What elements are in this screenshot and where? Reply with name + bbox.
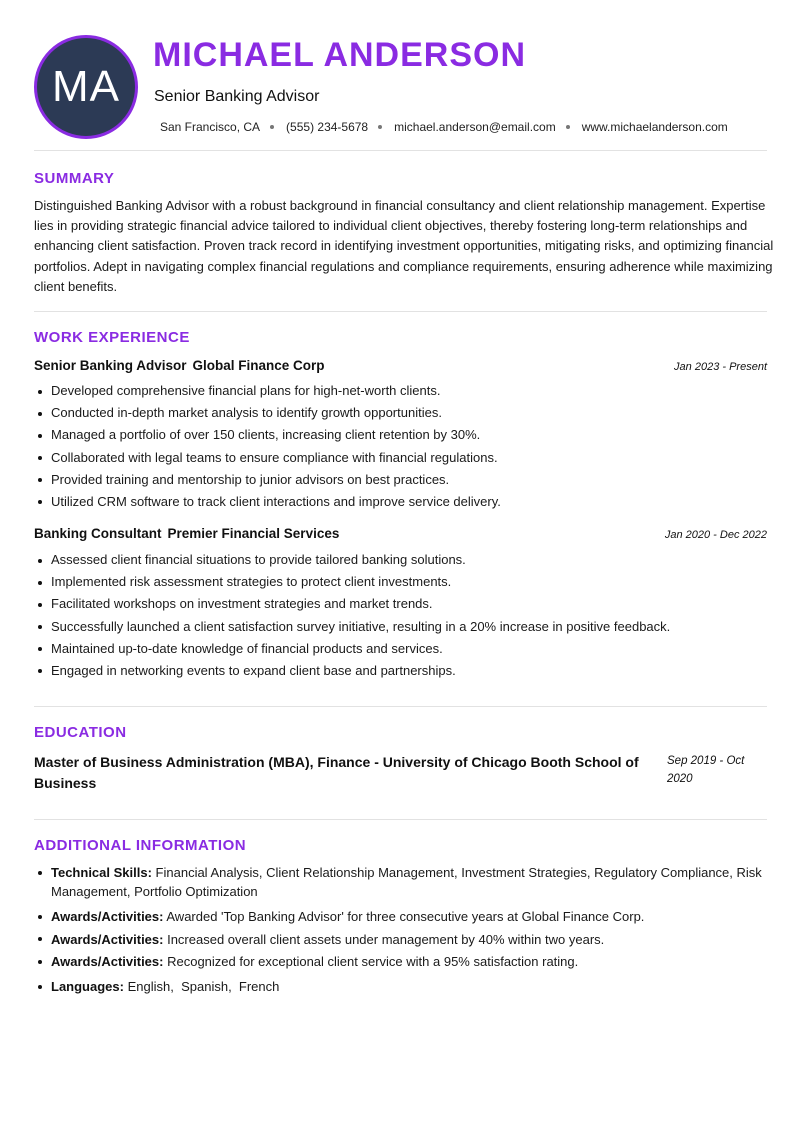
job-role: Banking Consultant [34,526,162,541]
separator-dot-icon [566,125,570,129]
job-header [34,526,767,541]
list-item: Utilized CRM software to track client interactions and improve service delivery. [34,491,774,513]
contact-website[interactable]: www.michaelanderson.com [581,120,728,134]
list-item: Facilitated workshops on investment strategies and market trends. [34,593,774,615]
list-item [34,907,764,926]
info-text: Awarded 'Top Banking Advisor' for three consecutive years at Global Finance Corp. [166,909,645,924]
info-text: Recognized for exceptional client service with a 95% satisfaction rating. [167,954,579,969]
language-item: , Spanish [170,979,228,994]
info-label: Languages: [51,979,124,994]
divider [34,311,767,312]
education-dates: Sep 2019 - Oct 2020 [667,755,745,785]
job-header [34,358,767,373]
job-company: Global Finance Corp [192,358,325,373]
job-dates: Jan 2020 - Dec 2022 [664,529,767,541]
list-item [34,977,764,996]
info-label: Awards/Activities: [51,909,164,924]
list-item: Collaborated with legal teams to ensure compliance with financial regulations. [34,447,774,469]
list-item: Successfully launched a client satisfaction survey initiative, resulting in a 20% increase in positive feedback. [34,616,774,638]
list-item: Engaged in networking events to expand client base and partnerships. [34,660,774,682]
info-text: Increased overall client assets under management by 40% within two years. [167,931,605,947]
contact-bar [160,120,728,134]
list-item: Assessed client financial situations to provide tailored banking solutions. [34,549,774,571]
section-title-education: EDUCATION [34,724,127,741]
list-item: Provided training and mentorship to junior advisors on best practices. [34,469,774,491]
list-item: Managed a portfolio of over 150 clients, increasing client retention by 30%. [34,424,774,446]
info-label: Technical Skills: [51,865,152,880]
separator-dot-icon [378,125,382,129]
list-item: Maintained up-to-date knowledge of financial products and services. [34,638,774,660]
job-title-line [34,526,339,541]
additional-info-list [34,863,764,1000]
section-title-summary: SUMMARY [34,170,115,187]
contact-location: San Francisco, CA [160,120,261,134]
job-dates: Jan 2023 - Present [674,361,767,373]
job-bullets [34,380,774,513]
info-text: Financial Analysis, Client Relationship Management, Investment Strategies, Regulatory Compliance, Risk Management, Portfolio Optimization [51,865,762,899]
list-item: Implemented risk assessment strategies to protect client investments. [34,571,774,593]
contact-phone: (555) 234-5678 [286,120,369,134]
education-entry [34,752,767,794]
list-item [34,952,764,971]
section-title-work-experience: WORK EXPERIENCE [34,329,190,346]
contact-email[interactable]: michael.anderson@email.com [394,120,556,134]
separator-dot-icon [270,125,274,129]
language-item: English [127,979,171,994]
job-bullets [34,549,774,682]
divider [34,706,767,707]
info-label: Awards/Activities: [51,931,164,947]
list-item [34,930,764,949]
job-role: Senior Banking Advisor [34,358,187,373]
list-item [34,863,764,901]
language-item: , French [228,979,279,994]
candidate-name: MICHAEL ANDERSON [153,36,527,74]
avatar-initials: MA [52,62,120,111]
candidate-title: Senior Banking Advisor [154,88,320,105]
job-company: Premier Financial Services [167,526,340,541]
divider [34,150,767,151]
divider [34,819,767,820]
education-degree: Master of Business Administration (MBA), Finance - University of Chicago Booth School of Business [34,754,639,791]
job-title-line [34,358,325,373]
avatar [34,35,138,139]
list-item: Conducted in-depth market analysis to identify growth opportunities. [34,402,774,424]
section-title-additional-information: ADDITIONAL INFORMATION [34,837,247,854]
summary-text: Distinguished Banking Advisor with a robust background in financial consultancy and client relationship management. Expertise lies in providing strategic financial advice tailored to individual client objectives, thereby fostering long-term relationships and enhancing client satisfaction. Proven track record in identifying investment opportunities, mitigating risks, and optimizing financial portfolios. Adept in navigating complex financial regulations and compliance requirements, ensuring adherence while maximizing client benefits. [34,198,774,294]
list-item: Developed comprehensive financial plans for high-net-worth clients. [34,380,774,402]
info-label: Awards/Activities: [51,954,164,969]
